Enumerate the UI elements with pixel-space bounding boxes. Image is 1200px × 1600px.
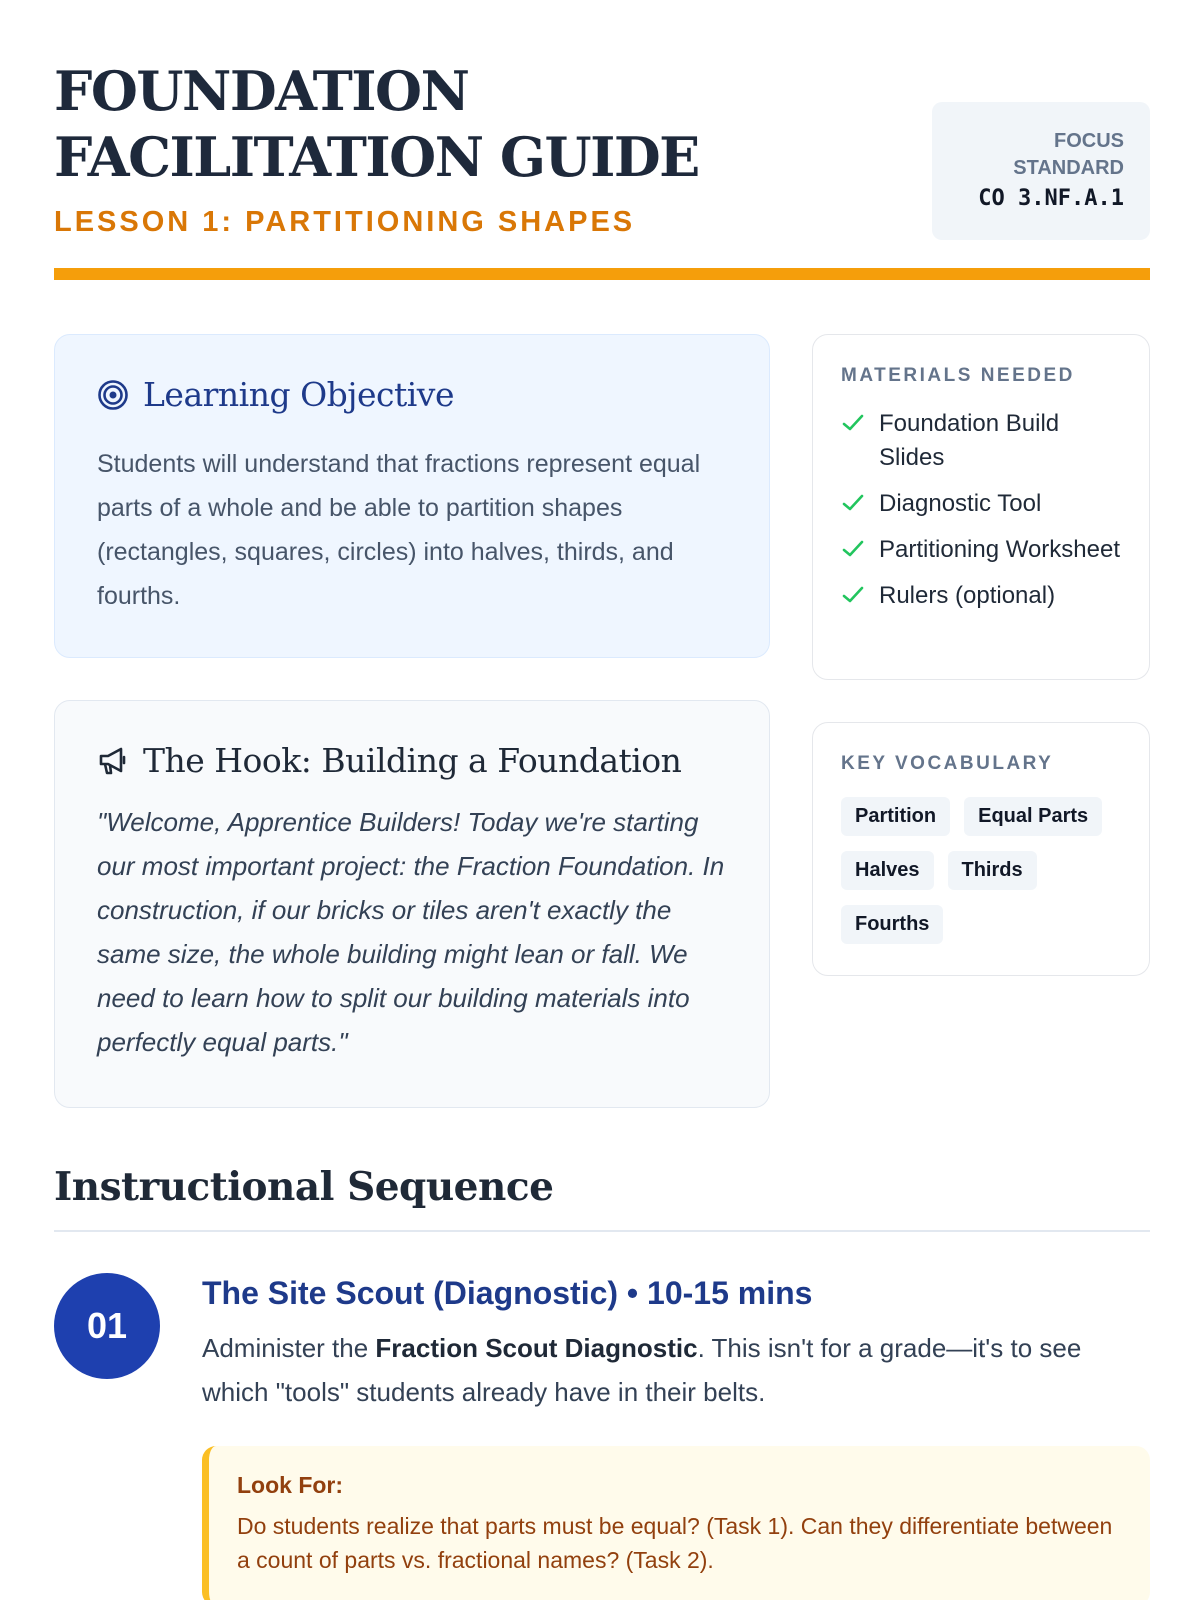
vocab-chip: Halves bbox=[841, 851, 934, 890]
check-icon bbox=[841, 583, 865, 607]
lesson-subtitle: LESSON 1: PARTITIONING SHAPES bbox=[54, 206, 636, 238]
vocab-chip: Fourths bbox=[841, 905, 943, 944]
look-for-text: Do students realize that parts must be equal? (Task 1). Can they differentiate between a count of parts vs. fractional names? (Task 2). bbox=[237, 1513, 1113, 1573]
materials-heading: MATERIALS NEEDED bbox=[841, 365, 1075, 386]
hook-title: The Hook: Building a Foundation bbox=[143, 741, 682, 780]
learning-objective-title: Learning Objective bbox=[143, 375, 454, 414]
check-icon bbox=[841, 411, 865, 435]
step-description: Administer the Fraction Scout Diagnostic. This isn't for a grade—it's to see which "tools" students already have in their belts. bbox=[202, 1333, 1082, 1407]
material-item: Partitioning Worksheet bbox=[841, 533, 1121, 567]
focus-standard-code: CO 3.NF.A.1 bbox=[978, 186, 1124, 211]
vocabulary-chips bbox=[841, 797, 1121, 944]
step-title: The Site Scout (Diagnostic) • 10-15 mins bbox=[202, 1275, 813, 1311]
materials-list bbox=[841, 407, 1121, 613]
vocab-chip: Partition bbox=[841, 797, 950, 836]
check-icon bbox=[841, 537, 865, 561]
megaphone-icon bbox=[97, 745, 129, 777]
materials-card bbox=[812, 334, 1150, 680]
focus-standard-box bbox=[932, 102, 1150, 240]
step-body bbox=[202, 1275, 1150, 1414]
look-for-callout bbox=[202, 1446, 1150, 1600]
hook-quote: "Welcome, Apprentice Builders! Today we're starting our most important project: the Fraction Foundation. In construction, if our bricks or tiles aren't exactly the same size, the whole building might lean or fall. We need to learn how to split our building materials into perfectly equal parts." bbox=[97, 807, 725, 1057]
focus-standard-label: FOCUS STANDARD bbox=[1013, 130, 1124, 179]
vocab-chip: Equal Parts bbox=[964, 797, 1102, 836]
hook-card bbox=[54, 700, 770, 1108]
material-item: Diagnostic Tool bbox=[841, 487, 1121, 521]
learning-objective-text: Students will understand that fractions represent equal parts of a whole and be able to partition shapes (rectangles, squares, circles) into halves, thirds, and fourths. bbox=[97, 450, 701, 610]
diagnostic-name: Fraction Scout Diagnostic bbox=[375, 1333, 698, 1363]
vocab-chip: Thirds bbox=[948, 851, 1037, 890]
step-number-badge: 01 bbox=[54, 1273, 160, 1379]
material-item: Foundation Build Slides bbox=[841, 407, 1121, 475]
sequence-title: Instructional Sequence bbox=[54, 1164, 554, 1210]
vocabulary-heading: KEY VOCABULARY bbox=[841, 753, 1054, 774]
page-title: FOUNDATION FACILITATION GUIDE bbox=[54, 59, 699, 189]
header-divider bbox=[54, 268, 1150, 280]
learning-objective-card bbox=[54, 334, 770, 658]
page-header bbox=[54, 58, 1150, 239]
look-for-label: Look For: bbox=[237, 1472, 344, 1498]
check-icon bbox=[841, 491, 865, 515]
material-item: Rulers (optional) bbox=[841, 579, 1121, 613]
sequence-divider bbox=[54, 1230, 1150, 1232]
target-icon bbox=[97, 379, 129, 411]
vocabulary-card bbox=[812, 722, 1150, 976]
